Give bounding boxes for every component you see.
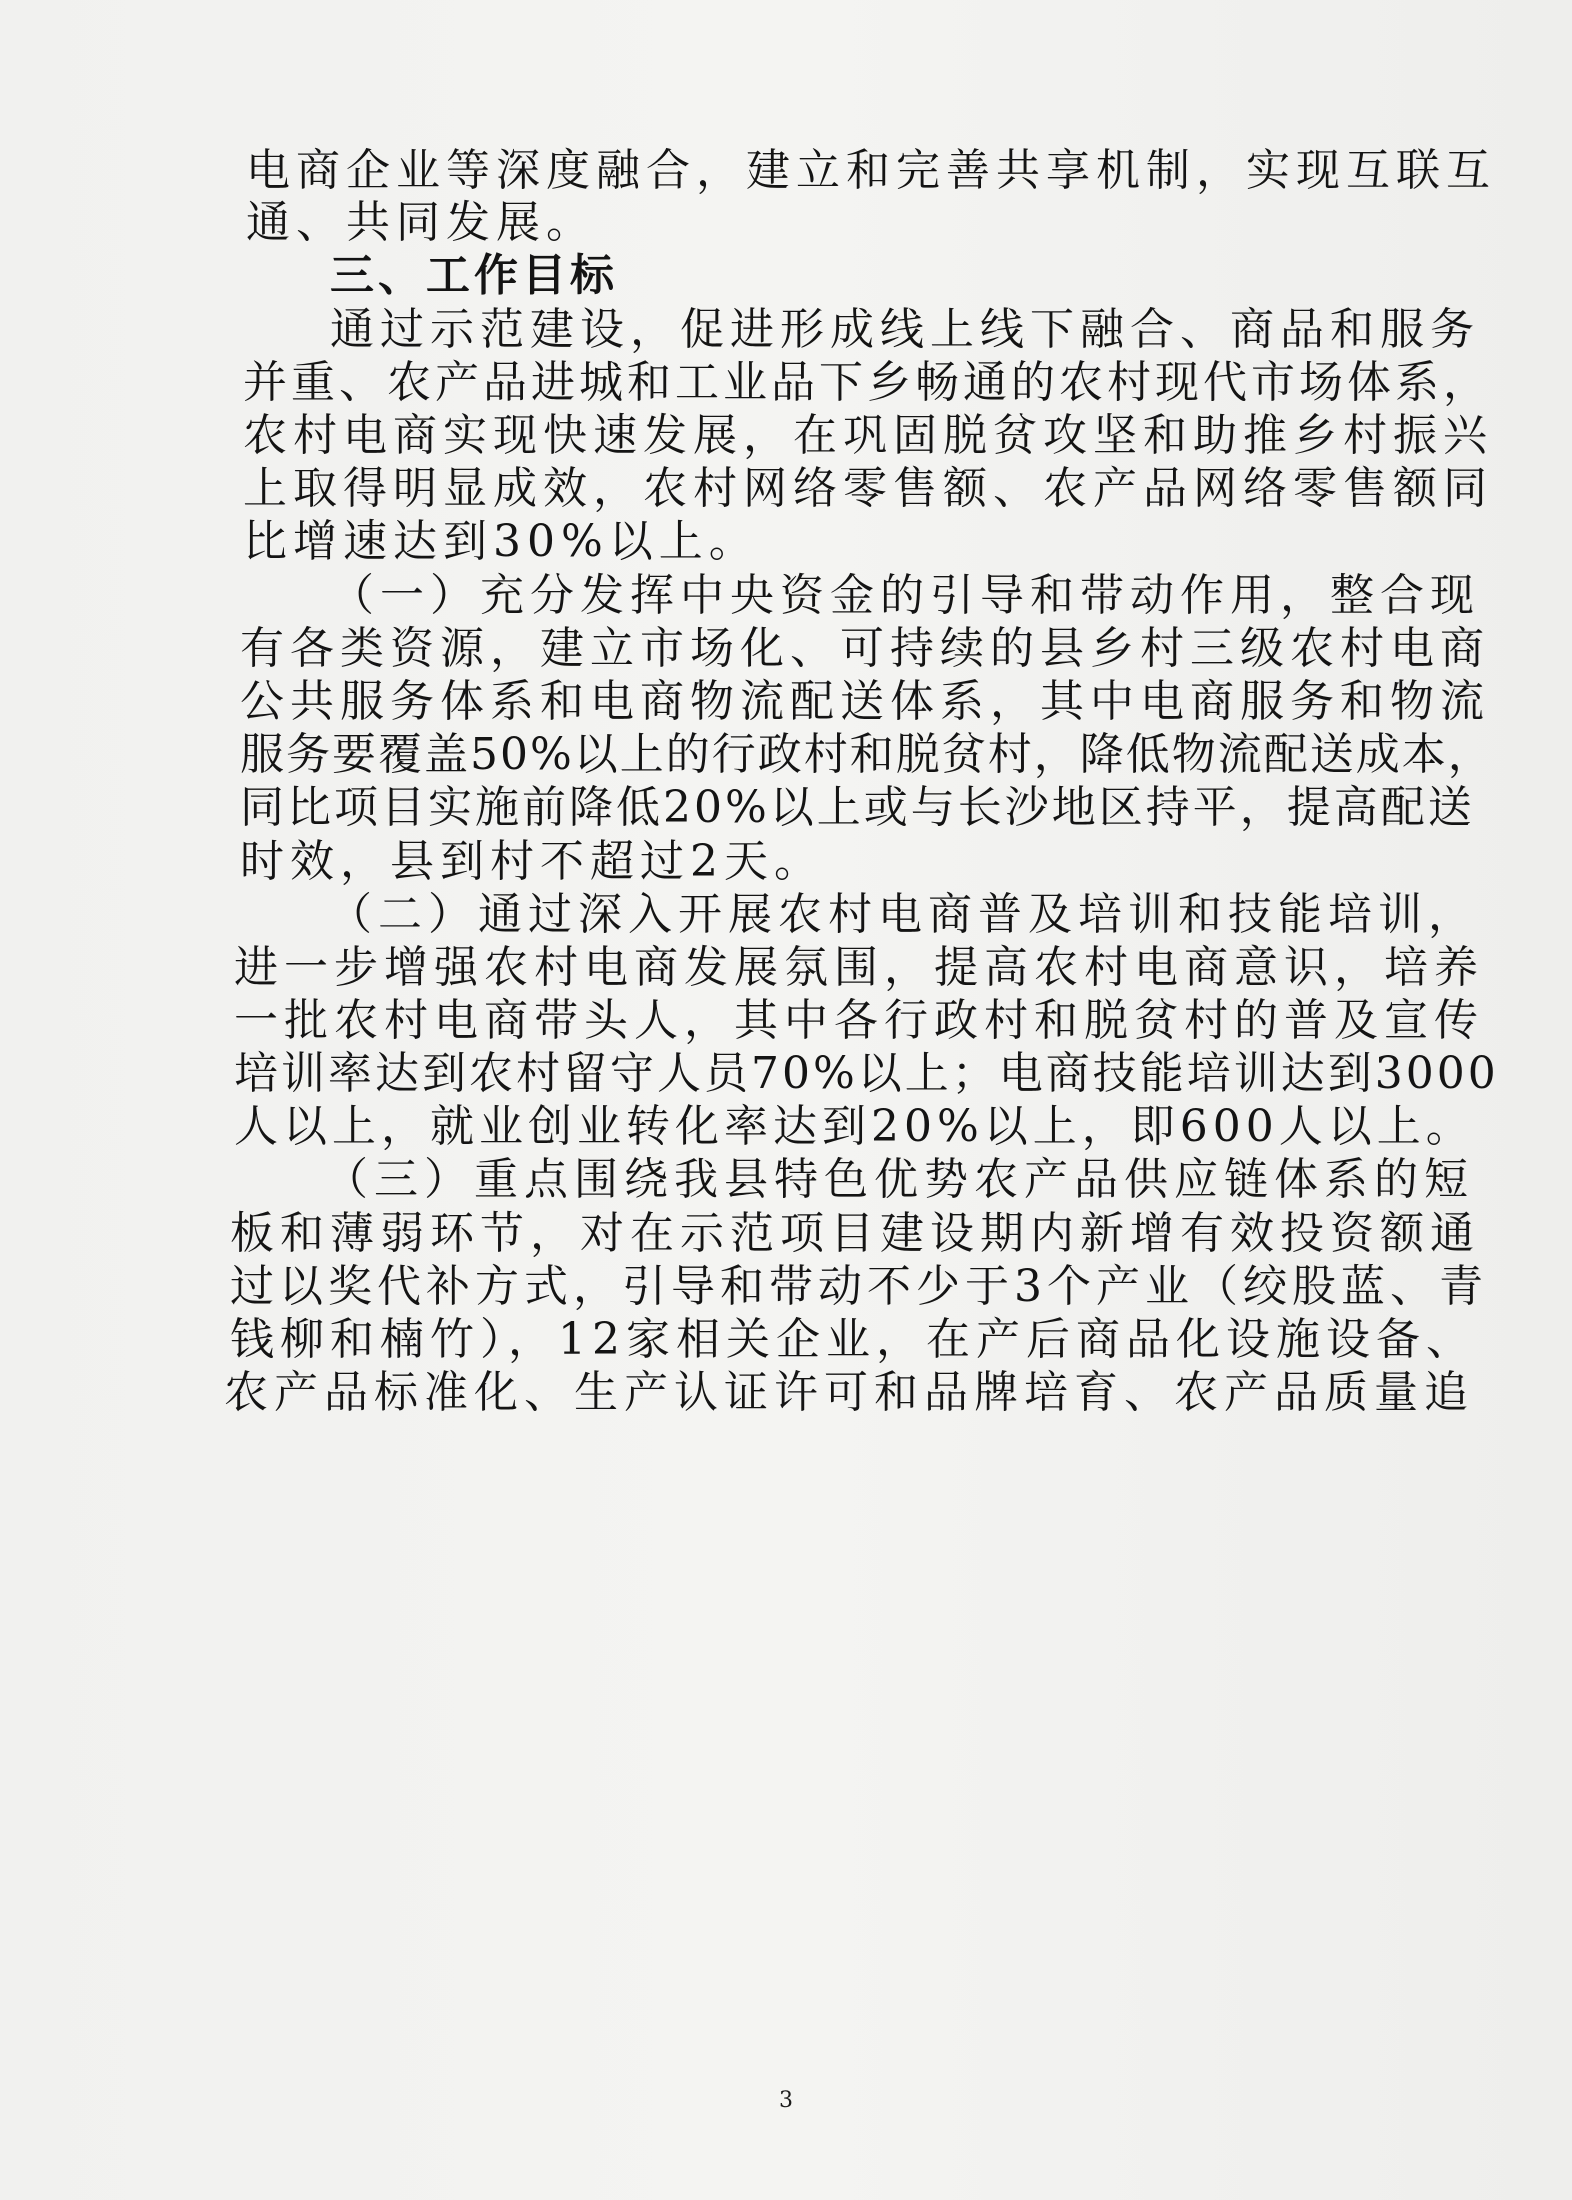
body-text-line: 农村电商实现快速发展，在巩固脱贫攻坚和助推乡村振兴 [243,410,1493,461]
body-text-line: 时效，县到村不超过2天。 [240,836,824,887]
body-text-line: （一）充分发挥中央资金的引导和带动作用，整合现 [330,570,1480,621]
body-text-line: 钱柳和楠竹），12家相关企业，在产后商品化设施设备、 [230,1314,1476,1365]
body-text-line: 服务要覆盖50%以上的行政村和脱贫村，降低物流配送成本， [240,729,1494,780]
body-text-line: 农产品标准化、生产认证许可和品牌培育、农产品质量追 [224,1367,1474,1418]
body-text-line: 板和薄弱环节，对在示范项目建设期内新增有效投资额通 [230,1208,1480,1259]
body-text-line: 上取得明显成效，农村网络零售额、农产品网络零售额同 [243,463,1493,514]
body-text-line: （二）通过深入开展农村电商普及培训和技能培训， [328,889,1478,940]
body-text-line: 进一步增强农村电商发展氛围，提高农村电商意识，培养 [234,942,1484,993]
body-text-line: 公共服务体系和电商物流配送体系，其中电商服务和物流 [240,676,1490,727]
body-text-line: 通、共同发展。 [246,197,596,248]
body-text-line: 并重、农产品进城和工业品下乡畅通的农村现代市场体系， [243,357,1491,408]
page-number [0,2088,1572,2114]
body-text-line: 电商企业等深度融合，建立和完善共享机制，实现互联互 [246,145,1496,196]
body-text-line: （三）重点围绕我县特色优势农产品供应链体系的短 [324,1154,1474,1205]
body-text-line: 有各类资源，建立市场化、可持续的县乡村三级农村电商 [240,623,1490,674]
body-text-line: 培训率达到农村留守人员70%以上；电商技能培训达到3000 [234,1048,1499,1099]
section-heading: 三、工作目标 [330,250,618,301]
page-number-text: 3 [779,2088,793,2113]
body-text-line: 过以奖代补方式，引导和带动不少于3个产业（绞股蓝、青 [230,1261,1488,1312]
body-text-line: 通过示范建设，促进形成线上线下融合、商品和服务 [330,304,1480,355]
body-text-line: 一批农村电商带头人，其中各行政村和脱贫村的普及宣传 [234,995,1484,1046]
body-text-line: 比增速达到30%以上。 [243,516,759,567]
body-text-line: 人以上，就业创业转化率达到20%以上，即600人以上。 [234,1101,1475,1152]
body-text-line: 同比项目实施前降低20%以上或与长沙地区持平，提高配送 [240,782,1475,833]
